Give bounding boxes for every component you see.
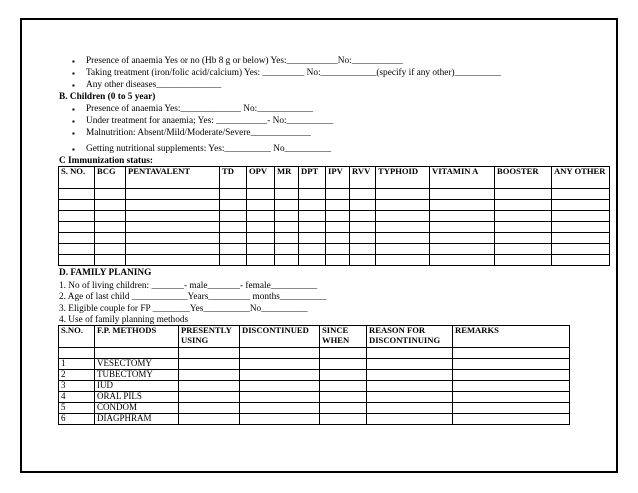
bullet-icon: ▪ xyxy=(72,69,75,78)
column-header: TD xyxy=(220,167,247,189)
bullet-icon: ▪ xyxy=(72,117,75,126)
table-cell[interactable] xyxy=(247,244,275,255)
table-cell[interactable] xyxy=(275,189,299,200)
table-cell[interactable] xyxy=(247,211,275,222)
table-cell[interactable] xyxy=(240,348,320,359)
table-row xyxy=(59,370,570,381)
table-cell[interactable] xyxy=(179,392,240,403)
table-cell[interactable] xyxy=(59,244,95,255)
table-cell[interactable] xyxy=(326,255,350,266)
table-cell[interactable] xyxy=(179,370,240,381)
method-name: DIAGPHRAM xyxy=(95,414,179,425)
table-cell[interactable] xyxy=(320,414,367,425)
table-cell[interactable] xyxy=(350,189,376,200)
table-cell[interactable] xyxy=(453,370,570,381)
table-cell[interactable] xyxy=(350,255,376,266)
table-cell[interactable] xyxy=(299,244,326,255)
malnutrition-line: Malnutrition: Absent/Mild/Moderate/Severe_____________ xyxy=(86,128,311,138)
table-cell[interactable] xyxy=(95,211,126,222)
table-cell[interactable] xyxy=(299,255,326,266)
column-header: IPV xyxy=(326,167,350,189)
table-cell[interactable] xyxy=(367,403,453,414)
table-cell[interactable] xyxy=(59,348,95,359)
table-cell[interactable] xyxy=(126,244,220,255)
table-cell[interactable] xyxy=(326,244,350,255)
table-cell[interactable] xyxy=(376,211,430,222)
table-row xyxy=(59,211,610,222)
table-cell[interactable] xyxy=(247,233,275,244)
table-cell[interactable] xyxy=(126,211,220,222)
children-anaemia-line: Presence of anaemia Yes:_____________ No:____________ xyxy=(86,104,313,114)
table-cell[interactable] xyxy=(430,211,495,222)
table-cell[interactable] xyxy=(326,233,350,244)
column-header: TYPHOID xyxy=(376,167,430,189)
table-cell[interactable] xyxy=(275,233,299,244)
table-cell[interactable] xyxy=(326,189,350,200)
table-cell[interactable] xyxy=(430,189,495,200)
table-cell[interactable] xyxy=(220,255,247,266)
table-row xyxy=(59,200,610,211)
row-number: 5 xyxy=(59,403,95,414)
table-cell[interactable] xyxy=(320,359,367,370)
table-cell[interactable] xyxy=(59,200,95,211)
table-cell[interactable] xyxy=(240,381,320,392)
table-cell[interactable] xyxy=(453,392,570,403)
column-header: VITAMIN A xyxy=(430,167,495,189)
table-cell[interactable] xyxy=(552,244,610,255)
children-heading: B. Children (0 to 5 year) xyxy=(59,92,156,102)
table-cell[interactable] xyxy=(495,233,552,244)
table-cell[interactable] xyxy=(367,414,453,425)
fp-methods-table xyxy=(58,325,570,425)
table-cell[interactable] xyxy=(367,359,453,370)
table-cell[interactable] xyxy=(59,233,95,244)
table-cell[interactable] xyxy=(367,370,453,381)
table-cell[interactable] xyxy=(453,403,570,414)
table-cell[interactable] xyxy=(320,381,367,392)
other-diseases-line: Any other diseases______________ xyxy=(86,80,222,90)
table-cell[interactable] xyxy=(552,211,610,222)
table-cell[interactable] xyxy=(179,348,240,359)
table-cell[interactable] xyxy=(367,348,453,359)
supplements-line: Getting nutritional supplements: Yes:__________ No__________ xyxy=(86,144,332,154)
table-cell[interactable] xyxy=(350,211,376,222)
table-cell[interactable] xyxy=(220,222,247,233)
table-cell[interactable] xyxy=(376,222,430,233)
column-header: DPT xyxy=(299,167,326,189)
table-cell[interactable] xyxy=(350,200,376,211)
table-cell[interactable] xyxy=(495,189,552,200)
immunization-heading: C Immunization status: xyxy=(59,156,154,166)
table-cell[interactable] xyxy=(320,370,367,381)
table-cell[interactable] xyxy=(220,211,247,222)
table-cell[interactable] xyxy=(247,200,275,211)
column-header: BCG xyxy=(95,167,126,189)
table-cell[interactable] xyxy=(299,233,326,244)
table-cell[interactable] xyxy=(240,370,320,381)
table-cell[interactable] xyxy=(126,233,220,244)
table-cell[interactable] xyxy=(240,392,320,403)
table-cell[interactable] xyxy=(320,348,367,359)
method-name: TUBECTOMY xyxy=(95,370,179,381)
table-cell[interactable] xyxy=(299,189,326,200)
table-cell[interactable] xyxy=(367,381,453,392)
immunization-header-row xyxy=(59,167,610,189)
table-cell[interactable] xyxy=(495,244,552,255)
column-header: F.P. METHODS xyxy=(95,326,179,348)
table-cell[interactable] xyxy=(350,222,376,233)
table-cell[interactable] xyxy=(95,200,126,211)
table-row xyxy=(59,381,570,392)
table-cell[interactable] xyxy=(59,222,95,233)
column-header: PENTAVALENT xyxy=(126,167,220,189)
column-header: MR xyxy=(275,167,299,189)
table-cell[interactable] xyxy=(275,222,299,233)
method-name: ORAL PILS xyxy=(95,392,179,403)
column-header: OPV xyxy=(247,167,275,189)
table-cell[interactable] xyxy=(495,222,552,233)
bullet-icon: ▪ xyxy=(72,81,75,90)
row-number: 2 xyxy=(59,370,95,381)
table-cell[interactable] xyxy=(495,255,552,266)
table-cell[interactable] xyxy=(240,403,320,414)
bullet-icon: ▪ xyxy=(72,57,75,66)
table-cell[interactable] xyxy=(95,244,126,255)
row-number: 6 xyxy=(59,414,95,425)
table-row xyxy=(59,189,610,200)
table-cell[interactable] xyxy=(240,359,320,370)
column-header: DISCONTINUED xyxy=(240,326,320,348)
table-cell[interactable] xyxy=(95,233,126,244)
table-cell[interactable] xyxy=(275,255,299,266)
table-cell[interactable] xyxy=(126,255,220,266)
table-cell[interactable] xyxy=(552,222,610,233)
column-header: PRESENTLY USING xyxy=(179,326,240,348)
table-cell[interactable] xyxy=(320,392,367,403)
bullet-icon: ▪ xyxy=(72,105,75,114)
column-header: REASON FOR DISCONTINUING xyxy=(367,326,453,348)
table-cell[interactable] xyxy=(275,244,299,255)
column-header: BOOSTER xyxy=(495,167,552,189)
table-cell[interactable] xyxy=(552,255,610,266)
method-name: IUD xyxy=(95,381,179,392)
table-cell[interactable] xyxy=(376,244,430,255)
last-child-age-line: 2. Age of last child ____________Years_________ months__________ xyxy=(59,292,327,302)
bullet-icon: ▪ xyxy=(72,145,75,154)
table-cell[interactable] xyxy=(59,211,95,222)
table-cell[interactable] xyxy=(179,359,240,370)
table-cell[interactable] xyxy=(453,359,570,370)
method-name: CONDOM xyxy=(95,403,179,414)
living-children-line: 1. No of living children: _______- male_______- female__________ xyxy=(59,281,318,291)
table-row xyxy=(59,414,570,425)
table-cell[interactable] xyxy=(453,414,570,425)
table-cell[interactable] xyxy=(430,233,495,244)
column-header: S. NO. xyxy=(59,167,95,189)
table-cell[interactable] xyxy=(376,233,430,244)
column-header: ANY OTHER xyxy=(552,167,610,189)
table-cell[interactable] xyxy=(430,244,495,255)
table-cell[interactable] xyxy=(376,200,430,211)
table-cell[interactable] xyxy=(376,189,430,200)
method-name: VESECTOMY xyxy=(95,359,179,370)
row-number: 1 xyxy=(59,359,95,370)
table-row xyxy=(59,222,610,233)
table-cell[interactable] xyxy=(220,200,247,211)
bullet-icon: ▪ xyxy=(72,129,75,138)
children-treatment-line: Under treatment for anaemia; Yes: ___________- No:__________ xyxy=(86,116,334,126)
table-cell[interactable] xyxy=(367,392,453,403)
table-cell[interactable] xyxy=(495,211,552,222)
fp-header-row xyxy=(59,326,570,348)
table-row xyxy=(59,392,570,403)
table-cell[interactable] xyxy=(299,222,326,233)
table-row xyxy=(59,359,570,370)
column-header: REMARKS xyxy=(453,326,570,348)
table-cell[interactable] xyxy=(453,381,570,392)
table-cell[interactable] xyxy=(430,222,495,233)
table-cell[interactable] xyxy=(179,403,240,414)
table-cell[interactable] xyxy=(326,211,350,222)
table-row xyxy=(59,403,570,414)
table-row xyxy=(59,233,610,244)
fp-methods-line: 4. Use of family planning methods xyxy=(59,315,189,325)
table-cell[interactable] xyxy=(220,244,247,255)
table-cell[interactable] xyxy=(299,200,326,211)
table-cell[interactable] xyxy=(247,255,275,266)
table-cell[interactable] xyxy=(430,200,495,211)
table-cell[interactable] xyxy=(320,403,367,414)
table-cell[interactable] xyxy=(430,255,495,266)
anaemia-treatment-line: Taking treatment (iron/folic acid/calcium) Yes: _________ No:____________(specify if any other)__________ xyxy=(86,68,502,78)
table-cell[interactable] xyxy=(95,222,126,233)
table-cell[interactable] xyxy=(126,222,220,233)
table-cell[interactable] xyxy=(240,414,320,425)
row-number: 3 xyxy=(59,381,95,392)
table-cell[interactable] xyxy=(453,348,570,359)
table-cell[interactable] xyxy=(95,255,126,266)
table-cell[interactable] xyxy=(220,233,247,244)
table-cell[interactable] xyxy=(95,189,126,200)
table-cell[interactable] xyxy=(247,189,275,200)
table-cell[interactable] xyxy=(495,200,552,211)
table-cell[interactable] xyxy=(126,200,220,211)
row-number: 4 xyxy=(59,392,95,403)
table-cell[interactable] xyxy=(220,189,247,200)
table-cell[interactable] xyxy=(376,255,430,266)
table-cell[interactable] xyxy=(95,348,179,359)
family-planning-heading: D. FAMILY PLANING xyxy=(59,268,152,278)
column-header: RVV xyxy=(350,167,376,189)
table-cell[interactable] xyxy=(350,233,376,244)
table-cell[interactable] xyxy=(59,255,95,266)
table-row xyxy=(59,255,610,266)
table-cell[interactable] xyxy=(275,211,299,222)
table-cell[interactable] xyxy=(552,189,610,200)
anaemia-presence-line: Presence of anaemia Yes or no (Hb 8 g or below) Yes:___________No:___________ xyxy=(86,56,403,66)
table-cell[interactable] xyxy=(552,200,610,211)
table-cell[interactable] xyxy=(247,222,275,233)
table-cell[interactable] xyxy=(299,211,326,222)
eligible-couple-line: 3. Eligible couple for FP ________Yes__________No__________ xyxy=(59,304,308,314)
table-cell[interactable] xyxy=(126,189,220,200)
table-cell[interactable] xyxy=(59,189,95,200)
column-header: S.NO. xyxy=(59,326,95,348)
table-cell[interactable] xyxy=(326,222,350,233)
table-cell[interactable] xyxy=(552,233,610,244)
fp-blank-row xyxy=(59,348,570,359)
table-cell[interactable] xyxy=(179,381,240,392)
table-row xyxy=(59,244,610,255)
table-cell[interactable] xyxy=(179,414,240,425)
table-cell[interactable] xyxy=(326,200,350,211)
column-header: SINCE WHEN xyxy=(320,326,367,348)
table-cell[interactable] xyxy=(350,244,376,255)
table-cell[interactable] xyxy=(275,200,299,211)
immunization-table xyxy=(58,166,610,266)
